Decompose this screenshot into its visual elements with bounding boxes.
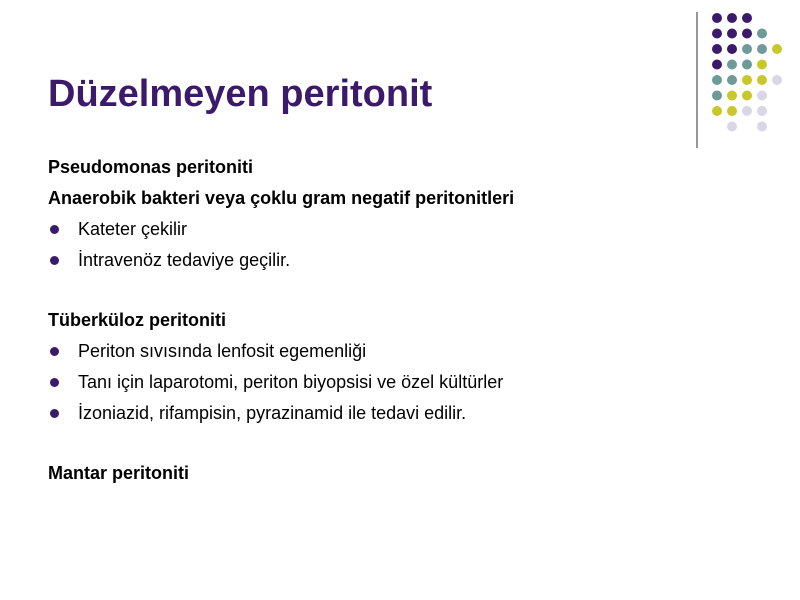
section-heading: Pseudomonas peritoniti bbox=[48, 157, 254, 177]
bullet-dot-icon bbox=[50, 256, 59, 265]
decorative-dot bbox=[727, 29, 737, 39]
bullet-item bbox=[48, 245, 768, 276]
slide-title: Düzelmeyen peritonit bbox=[48, 73, 433, 115]
decorative-dot bbox=[712, 29, 722, 39]
decorative-dot bbox=[712, 60, 722, 70]
decorative-dot bbox=[742, 29, 752, 39]
decorative-dot bbox=[727, 13, 737, 23]
decorative-dot bbox=[712, 75, 722, 85]
slide-body bbox=[48, 152, 768, 489]
decorative-dot bbox=[727, 60, 737, 70]
decorative-dot bbox=[712, 13, 722, 23]
decorative-dot bbox=[757, 75, 767, 85]
decorative-dot bbox=[757, 29, 767, 39]
decorative-dot bbox=[757, 60, 767, 70]
decorative-dot bbox=[742, 106, 752, 116]
bullet-text: Kateter çekilir bbox=[78, 219, 188, 239]
bullet-text: Tanı için laparotomi, periton biyopsisi ve özel kültürler bbox=[78, 372, 504, 392]
decorative-dot-grid bbox=[690, 10, 800, 150]
bullet-dot-icon bbox=[50, 225, 59, 234]
bullet-dot-icon bbox=[50, 409, 59, 418]
bullet-item bbox=[48, 214, 768, 245]
decorative-dot bbox=[772, 75, 782, 85]
section-heading: Anaerobik bakteri veya çoklu gram negatif peritonitleri bbox=[48, 188, 515, 208]
decorative-dot bbox=[772, 44, 782, 54]
decorative-dot bbox=[757, 122, 767, 132]
decorative-dot bbox=[742, 75, 752, 85]
decorative-dot bbox=[742, 91, 752, 101]
bullet-item bbox=[48, 398, 768, 429]
decorative-dot bbox=[742, 60, 752, 70]
decorative-dot bbox=[757, 44, 767, 54]
decorative-dot bbox=[712, 44, 722, 54]
decorative-dot bbox=[712, 91, 722, 101]
decorative-dot bbox=[757, 106, 767, 116]
section-heading: Mantar peritoniti bbox=[48, 463, 190, 483]
decorative-dot bbox=[727, 122, 737, 132]
decorative-dot bbox=[727, 75, 737, 85]
bullet-text: İzoniazid, rifampisin, pyrazinamid ile tedavi edilir. bbox=[78, 403, 467, 423]
decorative-dot bbox=[742, 44, 752, 54]
decorative-dot bbox=[727, 91, 737, 101]
section-heading: Tüberküloz peritoniti bbox=[48, 310, 226, 330]
decorative-dot bbox=[757, 91, 767, 101]
decorative-dot bbox=[712, 106, 722, 116]
bullet-dot-icon bbox=[50, 347, 59, 356]
bullet-text: İntravenöz tedaviye geçilir. bbox=[78, 250, 291, 270]
decorative-dot bbox=[727, 44, 737, 54]
bullet-text: Periton sıvısında lenfosit egemenliği bbox=[78, 341, 367, 361]
bullet-dot-icon bbox=[50, 378, 59, 387]
bullet-item bbox=[48, 336, 768, 367]
bullet-item bbox=[48, 367, 768, 398]
decorative-dot bbox=[742, 13, 752, 23]
decorative-dot bbox=[727, 106, 737, 116]
